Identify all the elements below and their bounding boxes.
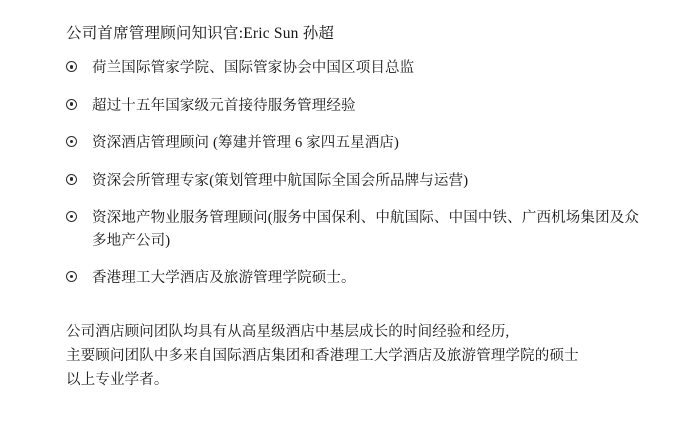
list-item: [66, 132, 640, 154]
list-item: [66, 57, 640, 79]
list-item-text: 资深酒店管理顾问 (筹建并管理 6 家四五星酒店): [92, 135, 400, 152]
list-item-text: 资深地产物业服务管理顾问(服务中国保利、中航国际、中国中铁、广西机场集团及众多地产公司): [92, 210, 640, 249]
closing-paragraph: [66, 320, 640, 393]
list-item-text: 资深会所管理专家(策划管理中航国际全国会所品牌与运营): [92, 172, 469, 189]
ring-bullet-icon: [66, 61, 77, 72]
closing-line: 公司酒店顾问团队均具有从高星级酒店中基层成长的时间经验和经历,: [66, 323, 510, 340]
ring-bullet-icon: [66, 174, 77, 185]
list-item-text: 荷兰国际管家学院、国际管家协会中国区项目总监: [92, 60, 415, 77]
ring-bullet-icon: [66, 211, 77, 222]
ring-bullet-icon: [66, 271, 77, 282]
list-item-text: 超过十五年国家级元首接待服务管理经验: [92, 97, 356, 114]
list-item: [66, 267, 640, 289]
closing-line: 以上专业学者。: [66, 372, 169, 389]
list-item-text: 香港理工大学酒店及旅游管理学院硕士。: [92, 270, 356, 287]
page-title: 公司首席管理顾问知识官:Eric Sun 孙超: [66, 25, 335, 42]
closing-line: 主要顾问团队中多来自国际酒店集团和香港理工大学酒店及旅游管理学院的硕士: [66, 347, 579, 364]
list-item: [66, 170, 640, 192]
ring-bullet-icon: [66, 136, 77, 147]
ring-bullet-icon: [66, 99, 77, 110]
list-item: [66, 207, 640, 252]
credentials-list: [66, 57, 640, 289]
section-divider-space: [66, 290, 640, 320]
list-item: [66, 95, 640, 117]
